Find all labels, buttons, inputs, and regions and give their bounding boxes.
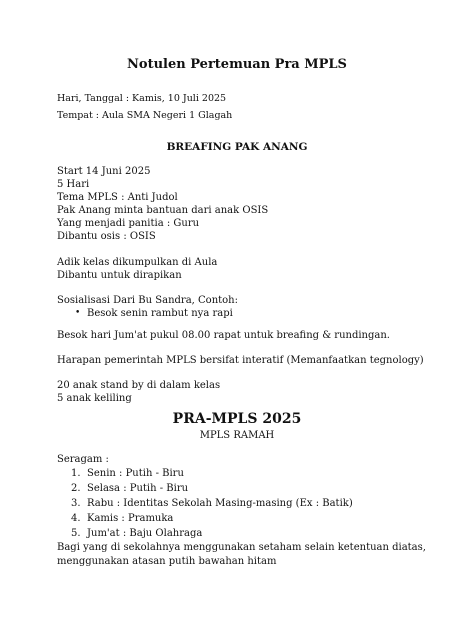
seragam-label: Seragam : xyxy=(57,454,109,465)
meeting-place: Tempat : Aula SMA Negeri 1 Glagah xyxy=(57,110,233,121)
list-item: Jum'at : Baju Olahraga xyxy=(87,528,203,539)
list-item: Rabu : Identitas Sekolah Masing-masing (Ex : Batik) xyxy=(87,498,353,509)
bullet-item: Besok senin rambut nya rapi xyxy=(87,308,233,319)
list-item: Selasa : Putih - Biru xyxy=(87,483,189,494)
besok-line: Besok hari Jum'at pukul 08.00 rapat untuk breafing & rundingan. xyxy=(57,330,390,341)
bullet-icon: • xyxy=(75,308,81,318)
list-number: 4. xyxy=(71,513,81,524)
note-line: 5 Hari xyxy=(57,179,90,190)
note-line: Start 14 Juni 2025 xyxy=(57,166,151,177)
note-line: Pak Anang minta bantuan dari anak OSIS xyxy=(57,205,269,216)
harapan-line: Harapan pemerintah MPLS bersifat interatif (Memanfaatkan tegnology) xyxy=(57,355,424,366)
note-line: Dibantu untuk dirapikan xyxy=(57,270,182,281)
note-line: 20 anak stand by di dalam kelas xyxy=(57,380,221,391)
section-subheading: MPLS RAMAH xyxy=(199,430,275,441)
note-line: Adik kelas dikumpulkan di Aula xyxy=(57,257,218,268)
list-number: 3. xyxy=(71,498,81,509)
closing-line: menggunakan atasan putih bawahan hitam xyxy=(57,556,277,567)
list-number: 5. xyxy=(71,528,81,539)
note-line: Tema MPLS : Anti Judol xyxy=(57,192,178,203)
note-line: Yang menjadi panitia : Guru xyxy=(57,218,200,229)
note-line: 5 anak keliling xyxy=(57,393,132,404)
section-heading-pra-mpls: PRA-MPLS 2025 xyxy=(172,411,302,427)
meeting-date: Hari, Tanggal : Kamis, 10 Juli 2025 xyxy=(57,93,227,104)
note-line: Dibantu osis : OSIS xyxy=(57,231,156,242)
document-title: Notulen Pertemuan Pra MPLS xyxy=(127,57,347,72)
closing-line: Bagi yang di sekolahnya menggunakan setaham selain ketentuan diatas, xyxy=(57,542,426,553)
list-item: Kamis : Pramuka xyxy=(87,513,174,524)
sosialisasi-line: Sosialisasi Dari Bu Sandra, Contoh: xyxy=(57,295,238,306)
list-number: 2. xyxy=(71,483,81,494)
list-number: 1. xyxy=(71,468,81,479)
section-heading-breafing: BREAFING PAK ANANG xyxy=(166,141,308,153)
list-item: Senin : Putih - Biru xyxy=(87,468,184,479)
